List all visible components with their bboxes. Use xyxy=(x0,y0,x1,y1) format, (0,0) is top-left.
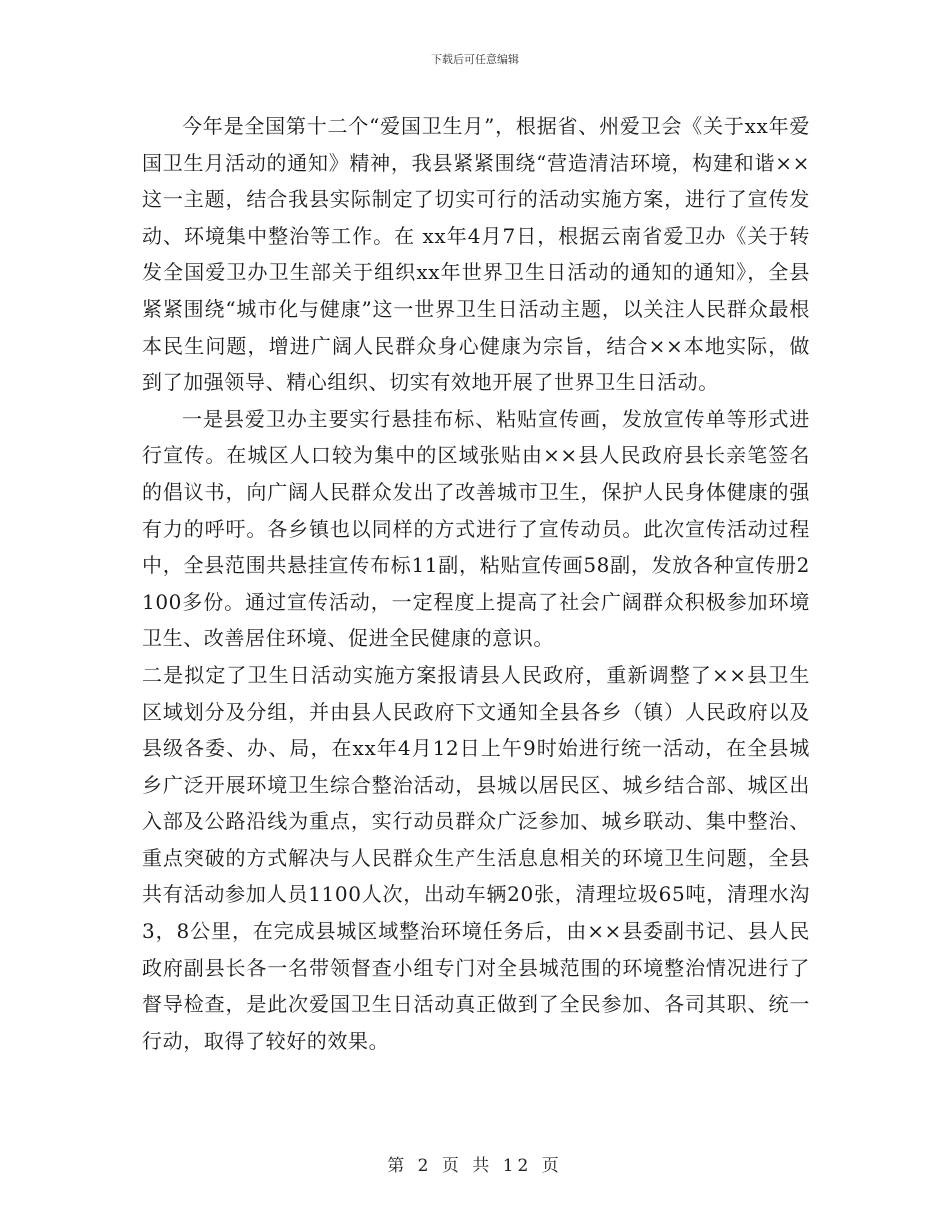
paragraph-cleanup: 二是拟定了卫生日活动实施方案报请县人民政府，重新调整了××县卫生区域划分及分组，并由县人民政府下文通知全县各乡（镇）人民政府以及县级各委、办、局，在xx年4月12日上午9时始进行统一活动，在全县城乡广泛开展环境卫生综合整治活动，县城以居民区、城乡结合部、城区出入部及公路沿线为重点，实行动员群众广泛参加、城乡联动、集中整治、重点突破的方式解决与人民群众生产生活息息相关的环境卫生问题，全县共有活动参加人员1100人次，出动车辆20张，清理垃圾65吨，清理水沟3，8公里，在完成县城区域整治环境任务后，由××县委副书记、县人民政府副县长各一名带领督查小组专门对全县城范围的环境整治情况进行了督导检查，是此次爱国卫生日活动真正做到了全民参加、各司其职、统一行动，取得了较好的效果。 xyxy=(142,662,810,1053)
page-number-footer: 第 2 页 共 12 页 xyxy=(387,1156,563,1176)
paragraph-intro: 今年是全国第十二个“爱国卫生月”，根据省、州爱卫会《关于xx年爱国卫生月活动的通知》精神，我县紧紧围绕“营造清洁环境，构建和谐××这一主题，结合我县实际制定了切实可行的活动实施方案，进行了宣传发动、环境集中整治等工作。在 xx年4月7日，根据云南省爱卫办《关于转发全国爱卫办卫生部关于组织xx年世界卫生日活动的通知的通知》，全县紧紧围绕“城市化与健康”这一世界卫生日活动主题，以关注人民群众最根本民生问题，增进广阔人民群众身心健康为宗旨，结合××本地实际，做到了加强领导、精心组织、切实有效地开展了世界卫生日活动。 xyxy=(142,114,810,395)
page-header: 下载后可任意编辑 xyxy=(431,53,519,66)
document-body xyxy=(142,108,810,1059)
paragraph-publicity: 一是县爱卫办主要实行悬挂布标、粘贴宣传画，发放宣传单等形式进行宣传。在城区人口较为集中的区域张贴由××县人民政府县长亲笔签名的倡议书，向广阔人民群众发出了改善城市卫生，保护人民身体健康的强有力的呼吁。各乡镇也以同样的方式进行了宣传动员。此次宣传活动过程中，全县范围共悬挂宣传布标11副，粘贴宣传画58副，发放各种宣传册2100多份。通过宣传活动，一定程度上提高了社会广阔群众积极参加环境卫生、改善居住环境、促进全民健康的意识。 xyxy=(142,406,810,651)
